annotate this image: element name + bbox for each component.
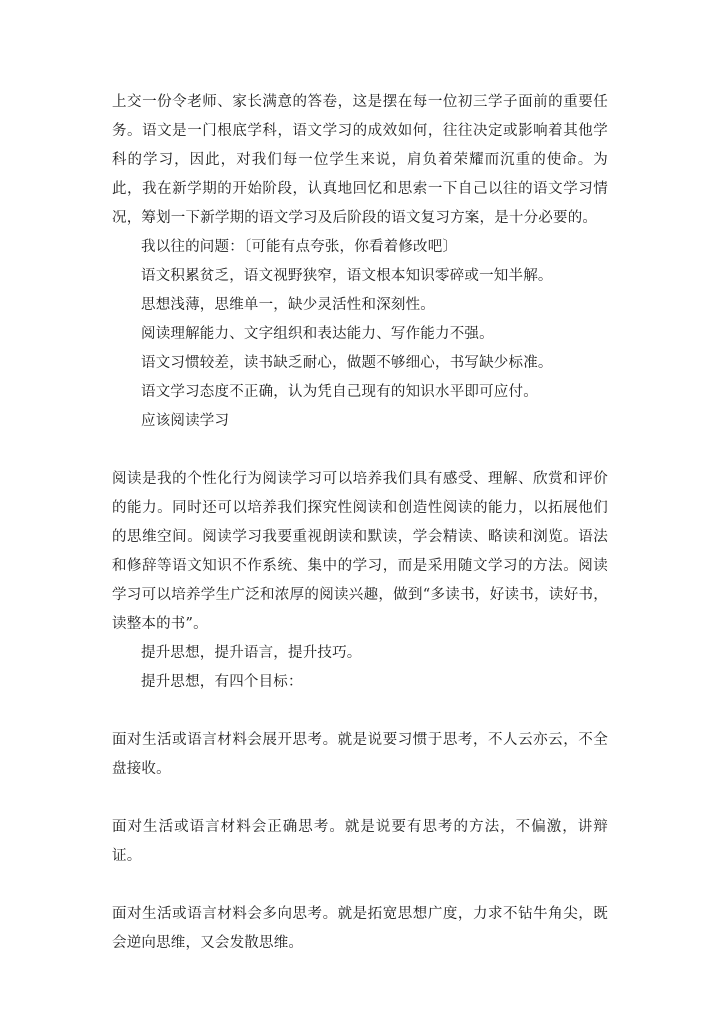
intro-paragraph: 上交一份令老师、家长满意的答卷，这是摆在每一位初三学子面前的重要任务。语文是一门根底学科，语文学习的成效如何，往往决定或影响着其他学科的学习，因此，对我们每一位学生来说，肩负着荣耀而沉重的使命。为此，我在新学期的开始阶段，认真地回忆和思索一下自己以往的语文学习情况，筹划一下新学期的语文学习及后阶段的语文复习方案，是十分必要的。 — [112, 94, 608, 226]
problem-item: 语文学习态度不正确，认为凭自己现有的知识水平即可应付。 — [141, 384, 538, 400]
reading-paragraph: 阅读是我的个性化行为阅读学习可以培养我们具有感受、理解、欣赏和评价的能力。同时还可以培养我们探究性阅读和创造性阅读的能力，以拓展他们的思维空间。阅读学习我要重视朗读和默读，学会精读、略读和浏览。语法和修辞等语文知识不作系统、集中的学习，而是采用随文学习的方法。阅读学习可以培养学生广泛和浓厚的阅读兴趣，做到“多读书，好读书，读好书，读整本的书”。 — [112, 471, 608, 632]
goal-paragraph: 面对生活或语言材料会正确思考。就是说要有思考的方法，不偏激，讲辩证。 — [112, 819, 608, 864]
problem-item: 思想浅薄，思维单一，缺少灵活性和深刻性。 — [141, 297, 435, 313]
problem-item: 语文积累贫乏，语文视野狭窄，语文根本知识零碎或一知半解。 — [141, 268, 553, 284]
improve-line: 提升思想，提升语言，提升技巧。 — [141, 645, 362, 661]
goal-paragraph: 面对生活或语言材料会展开思考。就是说要习惯于思考，不人云亦云，不全盘接收。 — [112, 732, 608, 777]
problem-item: 语文习惯较差，读书缺乏耐心，做题不够细心，书写缺少标准。 — [141, 355, 553, 371]
reading-heading: 应该阅读学习 — [141, 413, 230, 429]
problem-item: 阅读理解能力、文字组织和表达能力、写作能力不强。 — [141, 326, 494, 342]
document-page — [112, 88, 608, 958]
goal-paragraph: 面对生活或语言材料会多向思考。就是拓宽思想广度，力求不钻牛角尖，既会逆向思维，又会发散思维。 — [112, 906, 608, 951]
goals-heading: 提升思想，有四个目标： — [141, 674, 303, 690]
problems-heading: 我以往的问题：〔可能有点夸张，你看着修改吧〕 — [141, 239, 458, 255]
